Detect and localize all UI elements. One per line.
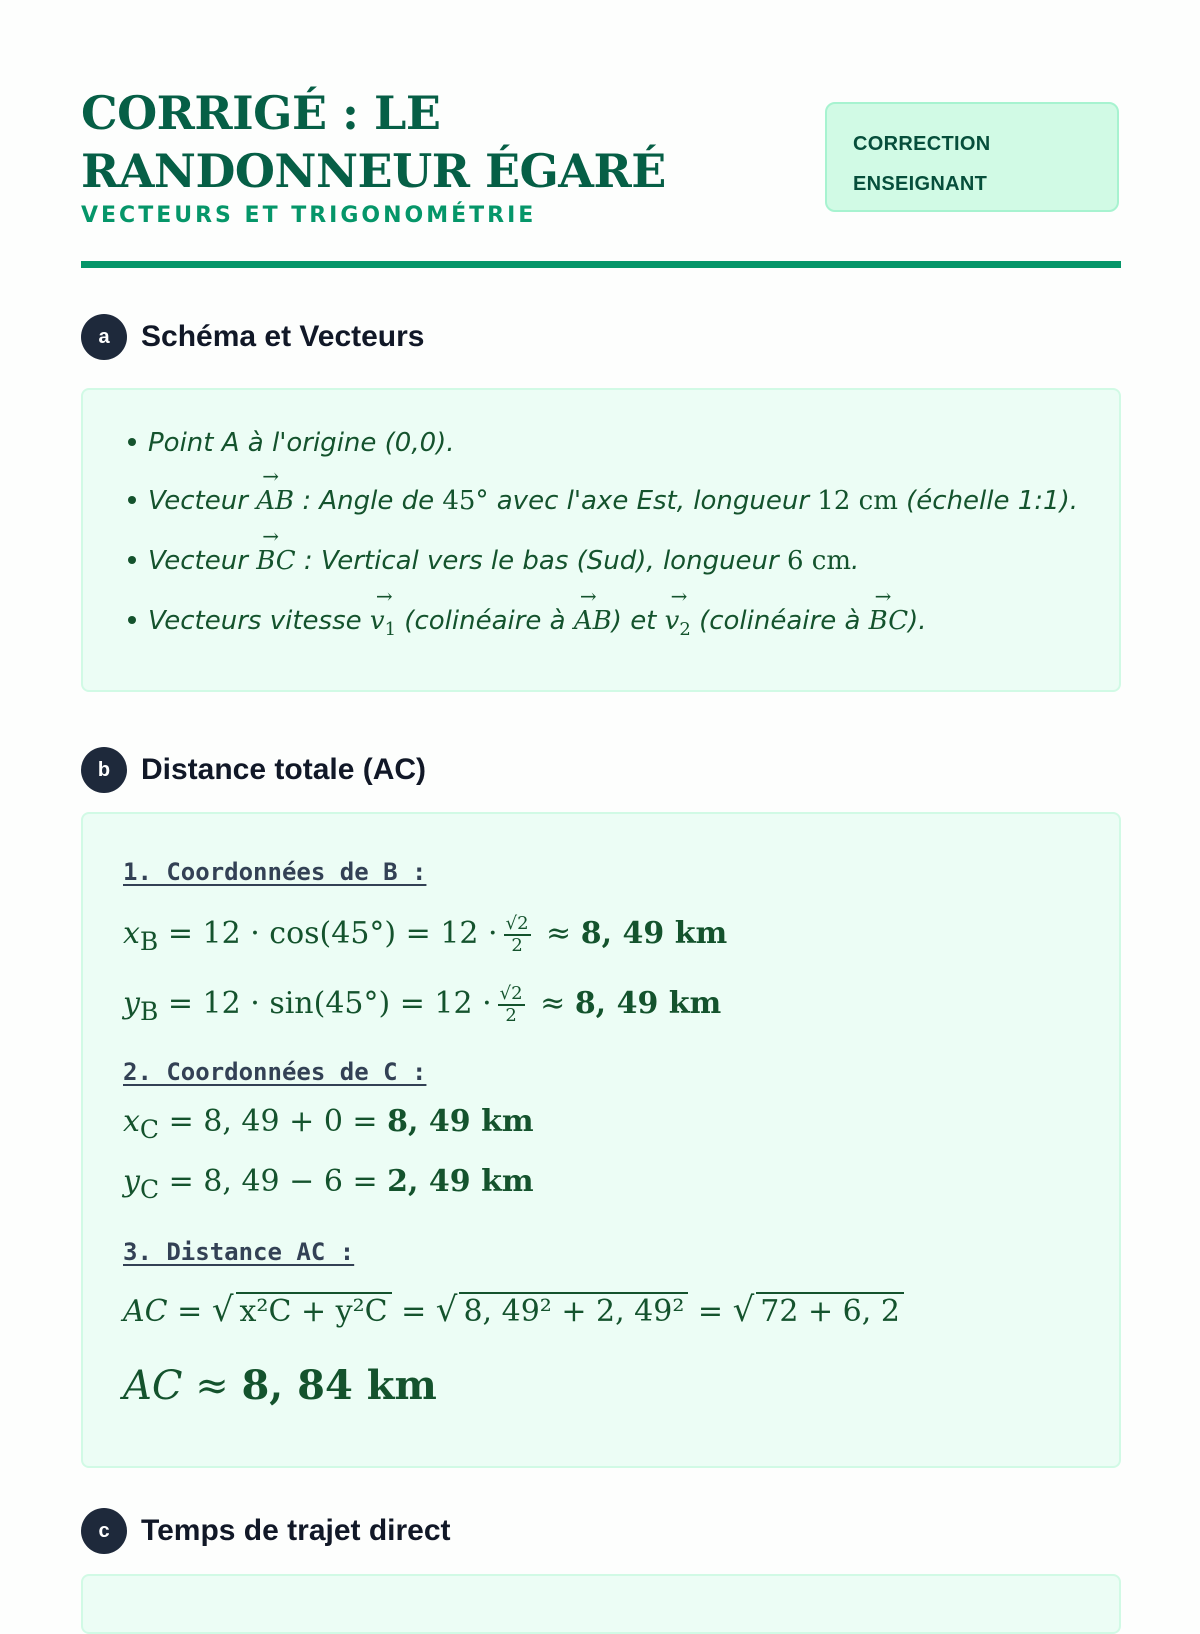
section-c-box (81, 1574, 1121, 1634)
list-item (128, 546, 859, 576)
bullet-dot (128, 556, 136, 564)
var: y (123, 1164, 140, 1199)
correction-badge (825, 102, 1119, 212)
radicand: 72 + 6, 2 (756, 1292, 904, 1329)
fraction (498, 984, 525, 1026)
radicand: 8, 49² + 2, 49² (459, 1292, 688, 1329)
badge-line-1: CORRECTION (853, 133, 991, 155)
section-b-header (81, 746, 426, 794)
vector-v1: → v (370, 606, 385, 636)
bullet-dot (128, 438, 136, 446)
bullet-text: Vecteur (148, 546, 257, 576)
equation-body: = 8, 49 + 0 = (159, 1104, 388, 1139)
subscript: B (139, 927, 159, 956)
section-c-title: Temps de trajet direct (141, 1514, 451, 1547)
list-item (128, 428, 455, 458)
equals-sign: = (391, 1294, 436, 1329)
denominator: 2 (511, 935, 523, 956)
equals-sign: = (167, 1294, 212, 1329)
subscript: 1 (384, 619, 397, 641)
radicand: x²C + y²C (236, 1292, 392, 1329)
approx-sign: ≈ (536, 916, 581, 951)
var: x (123, 1104, 140, 1139)
vector-ab: → AB (256, 486, 294, 516)
radical-sign: √ (211, 1290, 234, 1330)
vector-bc: → BC (256, 546, 295, 576)
list-item (128, 606, 927, 640)
section-b-title: Distance totale (AC) (141, 753, 427, 786)
result: 2, 49 km (387, 1164, 534, 1199)
approx-sign: ≈ (530, 986, 575, 1021)
section-a-header (81, 313, 425, 361)
subscript: 2 (679, 619, 691, 641)
section-a-number: a (81, 314, 127, 360)
equation-xc (123, 1104, 534, 1144)
subscript: B (139, 997, 159, 1026)
section-c-number: c (81, 1508, 127, 1554)
bullet-dot (128, 616, 136, 624)
header (81, 0, 1121, 270)
bullet-text: ) et (611, 606, 665, 636)
result: 8, 49 km (574, 986, 722, 1021)
numerator: √2 (505, 913, 529, 934)
fraction (504, 914, 531, 956)
length-value: 6 cm (786, 546, 852, 576)
bullet-text: avec l'axe Est, longueur (488, 486, 818, 516)
var: x (123, 916, 140, 951)
bullet-text: (colinéaire à (396, 606, 574, 636)
section-a-box (81, 388, 1121, 692)
bullet-text: ). (908, 606, 927, 636)
bullet-text: (colinéaire à (690, 606, 869, 636)
equation-body: = 12 · cos(45°) = 12 · (158, 916, 498, 951)
approx-sign: ≈ (182, 1363, 242, 1409)
numerator: √2 (499, 983, 523, 1004)
subscript: C (139, 1115, 160, 1144)
length-value: 12 cm (817, 486, 898, 516)
section-c-header (81, 1507, 451, 1555)
step-1-heading: 1. Coordonnées de B : (123, 858, 427, 886)
bullet-text: Point A à l'origine (0,0). (148, 428, 455, 458)
equals-sign: = (688, 1294, 733, 1329)
equation-xb (123, 914, 727, 956)
angle-value: 45° (442, 486, 489, 516)
bullet-text: Vecteur (148, 486, 257, 516)
radical-sign: √ (435, 1290, 458, 1330)
section-b-box (81, 812, 1121, 1468)
equation-yc (123, 1164, 534, 1204)
result: 8, 49 km (387, 1104, 534, 1139)
list-item (128, 486, 1078, 516)
bullet-text: : Vertical vers le bas (Sud), longueur (295, 546, 787, 576)
var: y (123, 986, 140, 1021)
var: AC (123, 1294, 168, 1329)
subscript: C (139, 1175, 160, 1204)
final-result (123, 1362, 437, 1409)
vector-ab: → AB (574, 606, 612, 636)
vector-bc: → BC (869, 606, 908, 636)
page-title: CORRIGÉ : LE RANDONNEUR ÉGARÉ (81, 86, 666, 198)
equation-body: = 12 · sin(45°) = 12 · (158, 986, 492, 1021)
equation-ac (123, 1290, 904, 1330)
equation-yb (123, 984, 721, 1026)
denominator: 2 (505, 1005, 517, 1026)
badge-line-2: ENSEIGNANT (853, 173, 988, 195)
vector-v2: → v (665, 606, 680, 636)
section-b-number: b (81, 747, 127, 793)
bullet-text: : Angle de (294, 486, 443, 516)
step-3-heading: 3. Distance AC : (123, 1238, 355, 1266)
bullet-text: . (851, 546, 860, 576)
result: 8, 84 km (241, 1362, 437, 1409)
result: 8, 49 km (580, 916, 728, 951)
header-divider (81, 261, 1121, 268)
equation-body: = 8, 49 − 6 = (159, 1164, 388, 1199)
radical-sign: √ (732, 1290, 755, 1330)
section-a-title: Schéma et Vecteurs (141, 320, 425, 353)
var: AC (123, 1363, 183, 1409)
bullet-dot (128, 496, 136, 504)
bullet-text: Vecteurs vitesse (148, 606, 370, 636)
bullet-text: (échelle 1:1). (897, 486, 1079, 516)
page-subtitle: VECTEURS ET TRIGONOMÉTRIE (81, 203, 537, 228)
step-2-heading: 2. Coordonnées de C : (123, 1058, 427, 1086)
